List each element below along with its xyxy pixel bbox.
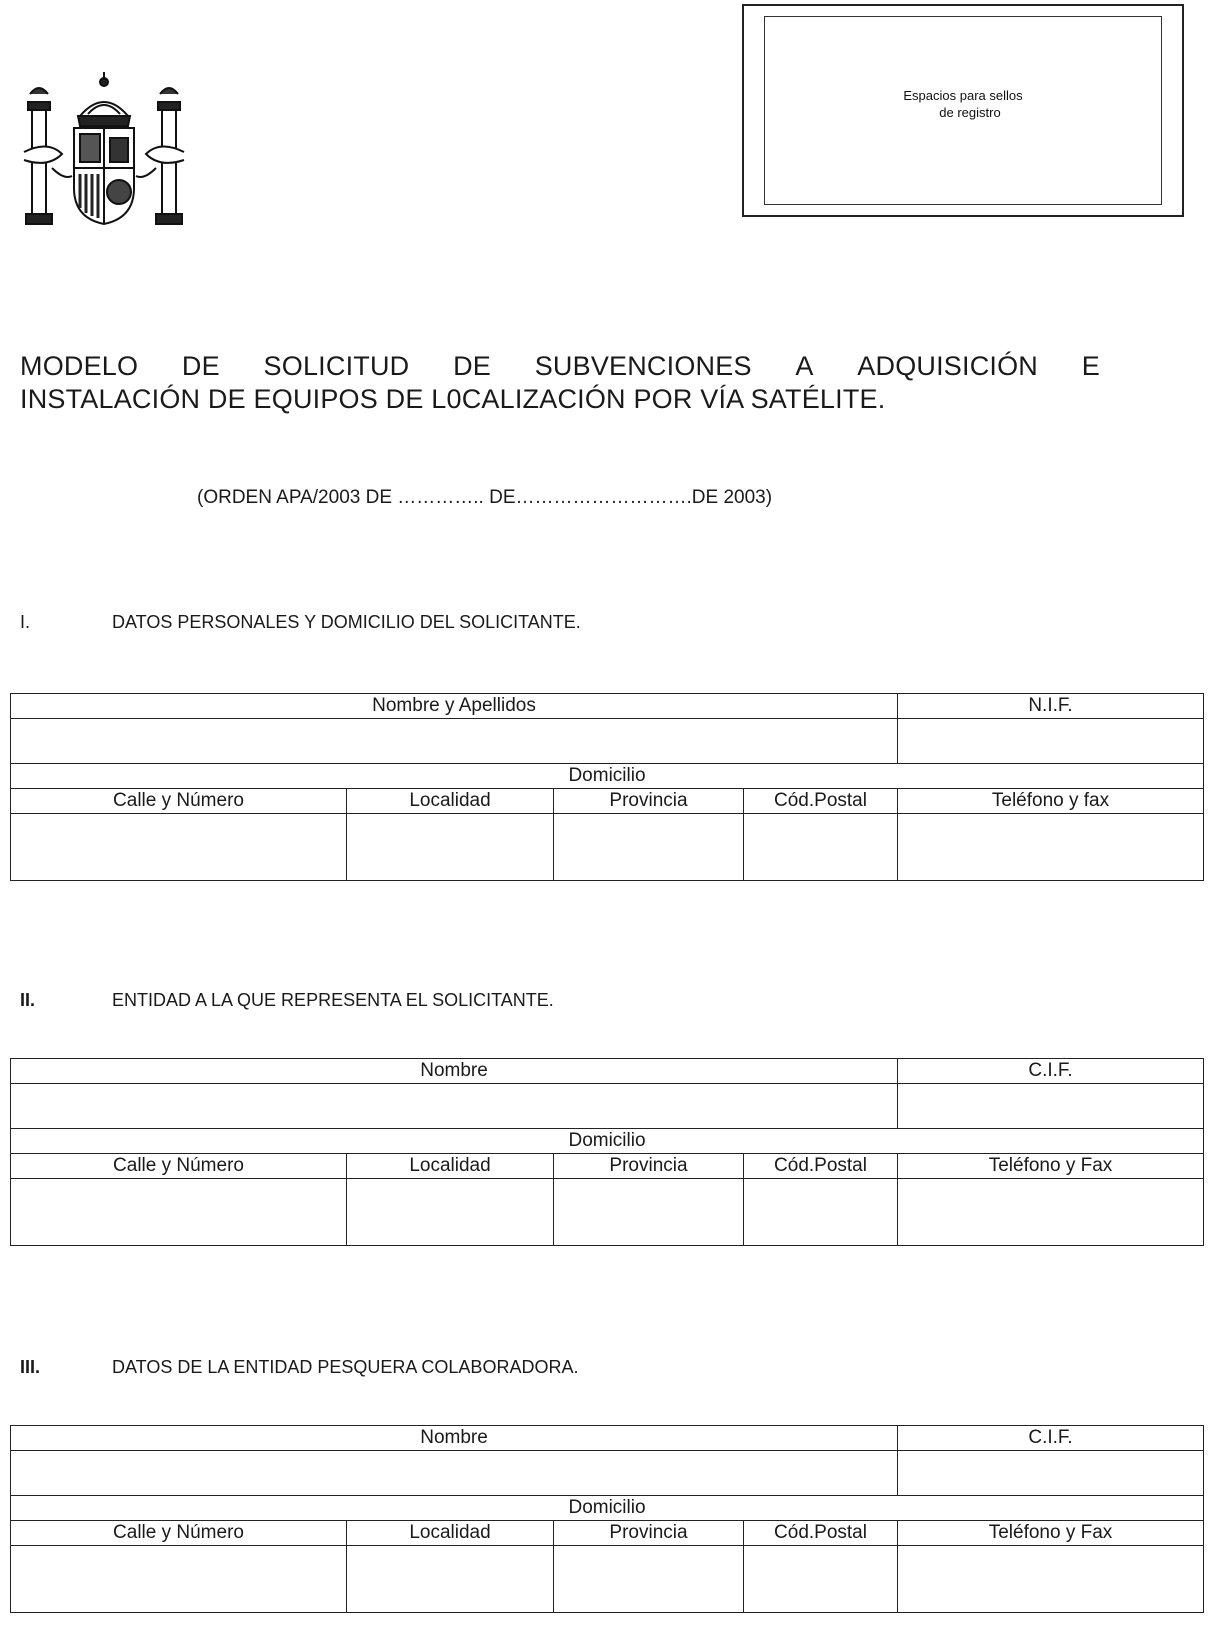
column-header-province: Provincia	[554, 1521, 744, 1546]
name-field[interactable]	[11, 1451, 898, 1496]
column-header-locality: Localidad	[347, 789, 554, 814]
domicilio-header: Domicilio	[11, 1496, 1204, 1521]
column-header-phone-fax: Teléfono y Fax	[898, 1154, 1204, 1179]
column-header-phone-fax: Teléfono y Fax	[898, 1521, 1204, 1546]
section-number: II.	[20, 990, 36, 1010]
section-heading-1	[20, 612, 581, 633]
title-word: DE	[181, 351, 220, 381]
column-header-province: Provincia	[554, 789, 744, 814]
section-heading-2	[20, 990, 554, 1011]
phone-fax-field[interactable]	[898, 1179, 1204, 1246]
title-word: SOLICITUD	[263, 351, 410, 381]
column-header-street: Calle y Número	[11, 1154, 347, 1179]
section-title: DATOS PERSONALES Y DOMICILIO DEL SOLICITANTE.	[112, 612, 581, 632]
id-header: N.I.F.	[898, 694, 1204, 719]
orden-reference: (ORDEN APA/2003 DE ………….. DE……………………….DE 2003)	[197, 487, 773, 508]
title-line-1	[20, 350, 1100, 383]
domicilio-header: Domicilio	[11, 764, 1204, 789]
phone-fax-field[interactable]	[898, 814, 1204, 881]
section-heading-3	[20, 1357, 578, 1378]
section-title: DATOS DE LA ENTIDAD PESQUERA COLABORADORA.	[112, 1357, 579, 1377]
column-header-locality: Localidad	[347, 1521, 554, 1546]
form-title	[20, 350, 1100, 416]
name-header: Nombre	[11, 1426, 898, 1451]
postal-code-field[interactable]	[744, 1546, 898, 1613]
column-header-postal-code: Cód.Postal	[744, 789, 898, 814]
title-line-2: INSTALACIÓN DE EQUIPOS DE L0CALIZACIÓN POR VÍA SATÉLITE.	[20, 384, 886, 414]
title-word: SUBVENCIONES	[534, 351, 752, 381]
registration-stamp-box	[742, 4, 1184, 217]
section-number: III.	[20, 1357, 41, 1377]
postal-code-field[interactable]	[744, 814, 898, 881]
title-word: DE	[453, 351, 491, 381]
name-header: Nombre	[11, 1059, 898, 1084]
column-header-postal-code: Cód.Postal	[744, 1521, 898, 1546]
coat-of-arms-logo	[18, 68, 190, 228]
postal-code-field[interactable]	[744, 1179, 898, 1246]
title-word: MODELO	[20, 351, 139, 381]
street-field[interactable]	[11, 1546, 347, 1613]
represented-entity-table	[10, 1058, 1204, 1246]
street-field[interactable]	[11, 1179, 347, 1246]
column-header-street: Calle y Número	[11, 789, 347, 814]
province-field[interactable]	[554, 814, 744, 881]
province-field[interactable]	[554, 1179, 744, 1246]
column-header-province: Provincia	[554, 1154, 744, 1179]
name-field[interactable]	[11, 1084, 898, 1129]
locality-field[interactable]	[347, 1179, 554, 1246]
cif-field[interactable]	[898, 1451, 1204, 1496]
stamp-inner-frame	[764, 16, 1162, 205]
section-number: I.	[20, 612, 31, 632]
name-field[interactable]	[11, 719, 898, 764]
cif-field[interactable]	[898, 1084, 1204, 1129]
applicant-data-table	[10, 693, 1204, 881]
province-field[interactable]	[554, 1546, 744, 1613]
street-field[interactable]	[11, 814, 347, 881]
section-title: ENTIDAD A LA QUE REPRESENTA EL SOLICITANTE.	[112, 990, 554, 1010]
fishing-entity-table	[10, 1425, 1204, 1613]
column-header-postal-code: Cód.Postal	[744, 1154, 898, 1179]
id-header: C.I.F.	[898, 1426, 1204, 1451]
nif-field[interactable]	[898, 719, 1204, 764]
stamp-box-label	[765, 87, 1161, 121]
column-header-phone-fax: Teléfono y fax	[898, 789, 1204, 814]
domicilio-header: Domicilio	[11, 1129, 1204, 1154]
title-word: ADQUISICIÓN	[857, 351, 1039, 381]
locality-field[interactable]	[347, 814, 554, 881]
phone-fax-field[interactable]	[898, 1546, 1204, 1613]
stamp-label-line2: de registro	[939, 105, 1001, 120]
title-word: A	[795, 351, 814, 381]
id-header: C.I.F.	[898, 1059, 1204, 1084]
column-header-street: Calle y Número	[11, 1521, 347, 1546]
name-header: Nombre y Apellidos	[11, 694, 898, 719]
title-word: E	[1081, 351, 1100, 381]
locality-field[interactable]	[347, 1546, 554, 1613]
column-header-locality: Localidad	[347, 1154, 554, 1179]
stamp-label-line1: Espacios para sellos	[903, 88, 1023, 103]
